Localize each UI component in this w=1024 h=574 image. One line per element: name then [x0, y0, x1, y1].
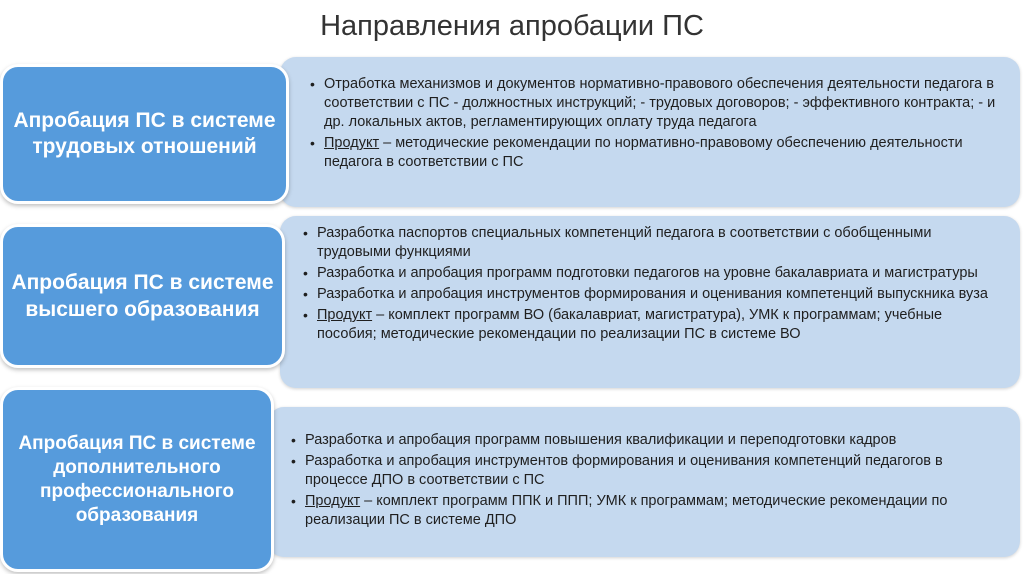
- slide-title: Направления апробации ПС: [320, 10, 704, 42]
- bullet-text: Разработка и апробация программ повышения квалификации и переподготовки кадров: [305, 432, 897, 448]
- bullet-item: [303, 264, 993, 283]
- bullet-item-product: [291, 492, 1001, 530]
- bullet-item: [303, 224, 993, 262]
- bullet-item: [291, 452, 1001, 490]
- section-heading-higher-ed: [0, 224, 285, 368]
- bullet-text: Разработка и апробация инструментов формирования и оценивания компетенций педагогов в процессе ДПО в соответствии с ПС: [305, 453, 943, 488]
- bullet-list-higher-ed: [303, 224, 993, 346]
- section-heading-text: Апробация ПС в системе высшего образования: [11, 271, 274, 321]
- bullet-text: – комплект программ ППК и ППП; УМК к программам; методические рекомендации по реализации ПС в системе ДПО: [305, 493, 948, 528]
- product-label: Продукт: [324, 135, 380, 151]
- bullet-text: Разработка паспортов специальных компетенций педагога в соответствии с обобщенными трудовыми функциями: [317, 225, 932, 260]
- bullet-item-product: [303, 306, 993, 344]
- bullet-text: Разработка и апробация программ подготовки педагогов на уровне бакалавриата и магистратуры: [317, 265, 978, 281]
- bullet-text: Отработка механизмов и документов нормативно-правового обеспечения деятельности педагога в соответствии с ПС - должностных инструкций; - трудовых договоров; - эффективного контракта; - и др. локальных актов, регламентирующих оплату труда педагога: [324, 76, 996, 130]
- bullet-list-dpo: [291, 431, 1001, 532]
- bullet-item: [310, 75, 1000, 132]
- bullet-text: Разработка и апробация инструментов формирования и оценивания компетенций выпускника вуза: [317, 286, 988, 302]
- section-heading-text: Апробация ПС в системе трудовых отношений: [13, 109, 276, 158]
- bullet-item-product: [310, 134, 1000, 172]
- bullet-item: [291, 431, 1001, 450]
- product-label: Продукт: [317, 307, 373, 323]
- product-label: Продукт: [305, 493, 361, 509]
- section-heading-labor: [0, 64, 289, 204]
- section-heading-dpo: [0, 387, 274, 572]
- bullet-text: – методические рекомендации по нормативно-правовому обеспечению деятельности педагога в соответствии с ПС: [324, 135, 963, 170]
- section-heading-text: Апробация ПС в системе дополнительного профессионального образования: [18, 432, 256, 526]
- bullet-item: [303, 285, 993, 304]
- bullet-text: – комплект программ ВО (бакалавриат, магистратура), УМК к программам; учебные пособия; методические рекомендации по реализации ПС в системе ВО: [317, 307, 943, 342]
- bullet-list-labor: [310, 75, 1000, 174]
